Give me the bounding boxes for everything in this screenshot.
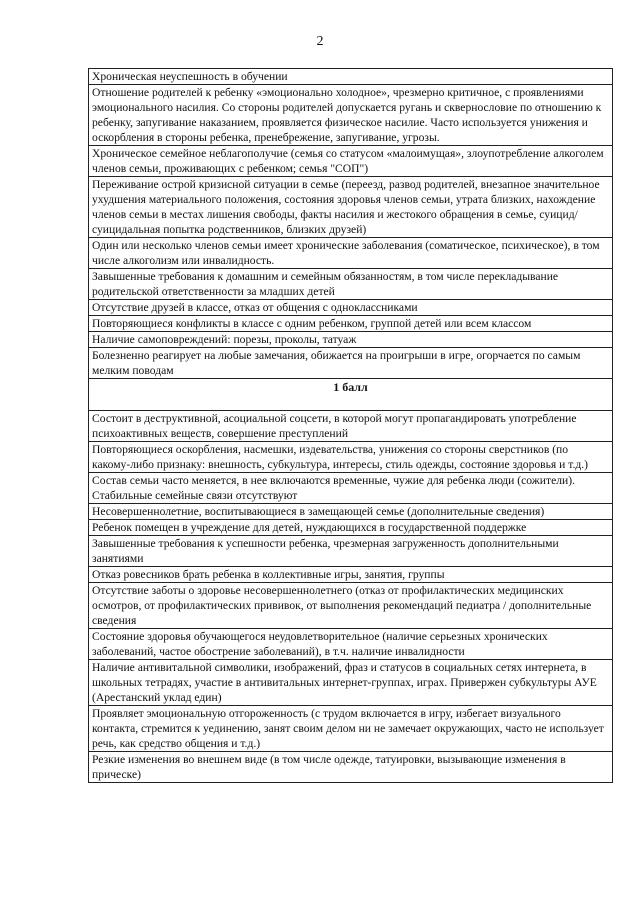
table-row: [89, 146, 613, 177]
table-row: [89, 473, 613, 504]
criterion-cell: Наличие самоповреждений: порезы, проколы, татуаж: [89, 332, 613, 348]
criterion-cell: Состоит в деструктивной, асоциальной соцсети, в которой могут пропагандировать употребление психоактивных веществ, совершение преступлений: [89, 411, 613, 442]
table-row: [89, 348, 613, 379]
criterion-cell: Переживание острой кризисной ситуации в семье (переезд, развод родителей, внезапное значительное ухудшения материального положения, состояния здоровья членов семьи, утрата близких, нахождение членов семьи в местах лишения свободы, факты насилия и жестокого обращения в семье, суицид/суицидальная попытка родственников, близких друзей): [89, 177, 613, 238]
page-number: 2: [316, 34, 324, 49]
table-row: [89, 238, 613, 269]
table-row: [89, 567, 613, 583]
criterion-cell: Ребенок помещен в учреждение для детей, нуждающихся в государственной поддержке: [89, 520, 613, 536]
criterion-cell: Повторяющиеся оскорбления, насмешки, издевательства, унижения со стороны сверстников (по какому-либо признаку: внешность, субкультура, интересы, стиль одежды, состояние здоровья и т.д.): [89, 442, 613, 473]
criterion-cell: Завышенные требования к успешности ребенка, чрезмерная загруженность дополнительными занятиями: [89, 536, 613, 567]
criterion-cell: Повторяющиеся конфликты в классе с одним ребенком, группой детей или всем классом: [89, 316, 613, 332]
table-row: [89, 752, 613, 783]
table-row: [89, 536, 613, 567]
table-row: [89, 520, 613, 536]
table-row: [89, 332, 613, 348]
section-heading: 1 балл: [89, 379, 613, 411]
criterion-cell: Отношение родителей к ребенку «эмоционально холодное», чрезмерно критичное, с проявлениями эмоционального насилия. Со стороны родителей допускается ругань и сквернословие по отношению к ребенку, запугивание наказанием, проявляется физическое насилие. Часто используется унижения и оскорбления в стороны ребенка, пренебрежение, запугивание, угрозы.: [89, 85, 613, 146]
table-row: [89, 300, 613, 316]
criteria-table: [88, 68, 613, 783]
table-row: [89, 442, 613, 473]
table-row: [89, 85, 613, 146]
table-row: [89, 706, 613, 752]
table-row: [89, 177, 613, 238]
criterion-cell: Отказ ровесников брать ребенка в коллективные игры, занятия, группы: [89, 567, 613, 583]
criterion-cell: Состояние здоровья обучающегося неудовлетворительное (наличие серьезных хронических заболеваний, частое обострение заболеваний), в т.ч. наличие инвалидности: [89, 629, 613, 660]
table-row: [89, 316, 613, 332]
criterion-cell: Резкие изменения во внешнем виде (в том числе одежде, татуировки, вызывающие изменения в прическе): [89, 752, 613, 783]
criterion-cell: Хроническое семейное неблагополучие (семья со статусом «малоимущая», злоупотребление алкоголем членов семьи, проживающих с ребенком; семья "СОП"): [89, 146, 613, 177]
criterion-cell: Отсутствие друзей в классе, отказ от общения с одноклассниками: [89, 300, 613, 316]
criterion-cell: Хроническая неуспешность в обучении: [89, 69, 613, 85]
table-row: [89, 583, 613, 629]
criterion-cell: Отсутствие заботы о здоровье несовершеннолетнего (отказ от профилактических медицинских осмотров, от профилактических прививок, от выполнения рекомендаций педиатра / дополнительные сведения: [89, 583, 613, 629]
criterion-cell: Болезненно реагирует на любые замечания, обижается на проигрыши в игре, огорчается по самым мелким поводам: [89, 348, 613, 379]
table-row: [89, 411, 613, 442]
criterion-cell: Наличие антивитальной символики, изображений, фраз и статусов в социальных сетях интернета, в школьных тетрадях, участие в антивитальных интернет-группах, играх. Привержен субкультуры АУЕ (Арестанский уклад един): [89, 660, 613, 706]
section-heading-row: [89, 379, 613, 411]
table-row: [89, 660, 613, 706]
criterion-cell: Состав семьи часто меняется, в нее включаются временные, чужие для ребенка люди (сожители). Стабильные семейные связи отсутствуют: [89, 473, 613, 504]
criterion-cell: Завышенные требования к домашним и семейным обязанностям, в том числе перекладывание родительской ответственности за младших детей: [89, 269, 613, 300]
table-row: [89, 269, 613, 300]
table-row: [89, 69, 613, 85]
table-row: [89, 629, 613, 660]
criterion-cell: Один или несколько членов семьи имеет хронические заболевания (соматическое, психическое), в том числе алкоголизм или инвалидность.: [89, 238, 613, 269]
criterion-cell: Проявляет эмоциональную отгороженность (с трудом включается в игру, избегает визуального контакта, стремится к уединению, занят своим делом ни не замечает окружающих, часто не использует речь, как средство общения и т.д.): [89, 706, 613, 752]
table-row: [89, 504, 613, 520]
criterion-cell: Несовершеннолетние, воспитывающиеся в замещающей семье (дополнительные сведения): [89, 504, 613, 520]
